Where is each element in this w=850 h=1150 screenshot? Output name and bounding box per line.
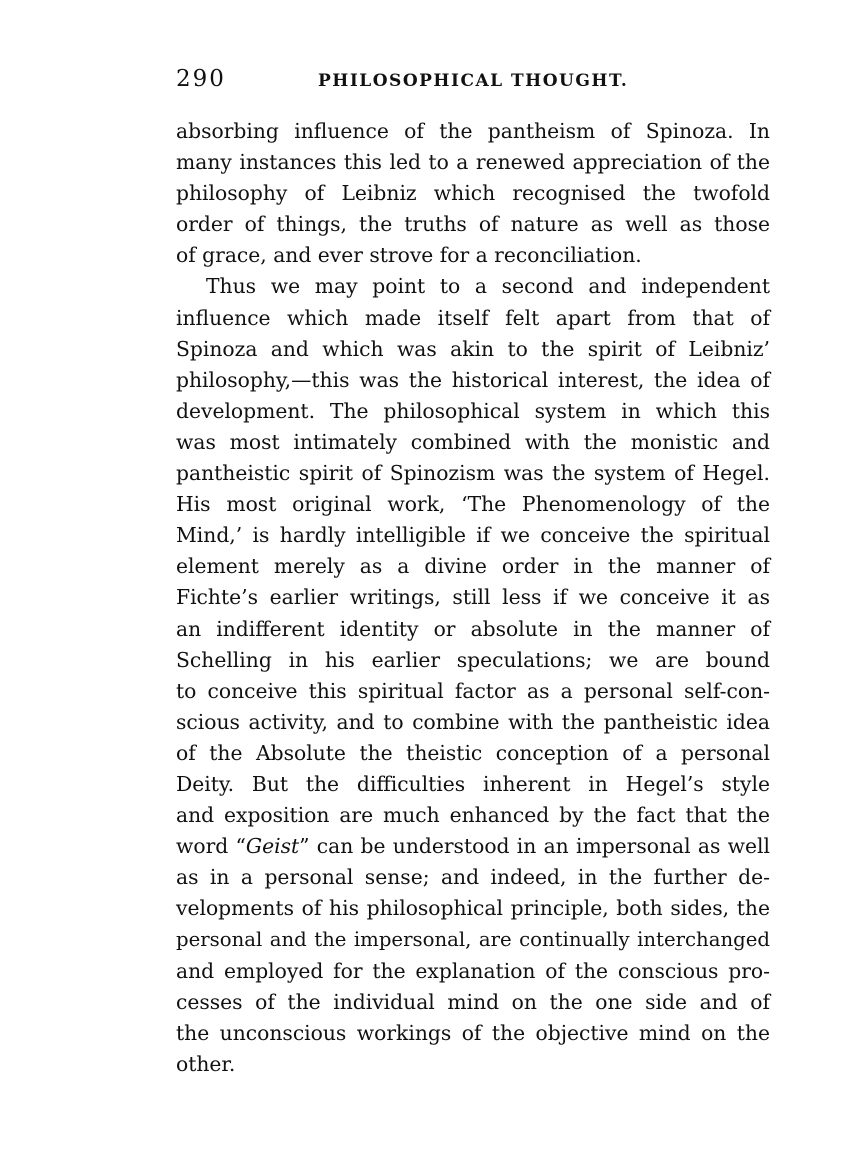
text-line: and employed for the explanation of the conscious pro- <box>176 958 770 983</box>
running-head <box>174 66 774 96</box>
text-line: was most intimately combined with the monistic and <box>176 429 770 454</box>
text-line: Schelling in his earlier speculations; we are bound <box>176 647 770 672</box>
text-line: Fichte’s earlier writings, still less if we conceive it as <box>176 585 770 610</box>
text-line: philosophy,—this was the historical interest, the idea of <box>176 367 770 392</box>
text-line: other. <box>176 1051 236 1076</box>
text-line: of the Absolute the theistic conception of a personal <box>176 740 770 765</box>
text-line: scious activity, and to combine with the pantheistic idea <box>176 709 770 734</box>
text-line: influence which made itself felt apart from that of <box>176 305 770 330</box>
text-line: the unconscious workings of the objective mind on the <box>176 1020 770 1045</box>
running-title: PHILOSOPHICAL THOUGHT. <box>318 71 629 91</box>
text-line: order of things, the truths of nature as well as those <box>176 212 770 237</box>
text-line: personal and the impersonal, are continually interchanged <box>176 928 770 952</box>
text-segment: word “ <box>176 834 246 859</box>
text-line: Deity. But the difficulties inherent in Hegel’s style <box>176 771 770 796</box>
page-number: 290 <box>176 66 226 92</box>
text-line: Mind,’ is hardly intelligible if we conceive the spiritual <box>176 523 770 548</box>
text-line: pantheistic spirit of Spinozism was the system of Hegel. <box>176 461 770 486</box>
text-line: element merely as a divine order in the manner of <box>176 554 770 579</box>
text-line: Thus we may point to a second and independent <box>206 274 770 299</box>
text-line-geist <box>176 831 770 862</box>
text-line: His most original work, ‘The Phenomenology of the <box>176 492 770 517</box>
text-line: velopments of his philosophical principle, both sides, the <box>176 896 770 921</box>
text-line: an indifferent identity or absolute in the manner of <box>176 616 770 641</box>
text-line: development. The philosophical system in which this <box>176 398 770 423</box>
text-line: of grace, and ever strove for a reconciliation. <box>176 243 642 268</box>
body-text <box>176 116 770 1080</box>
text-line: many instances this led to a renewed appreciation of the <box>176 150 770 175</box>
text-segment: ” can be understood in an impersonal as well <box>299 834 770 859</box>
text-line: to conceive this spiritual factor as a personal self-con- <box>176 678 770 703</box>
text-line: absorbing influence of the pantheism of Spinoza. In <box>176 119 770 143</box>
text-line: cesses of the individual mind on the one side and of <box>176 989 770 1014</box>
text-line: philosophy of Leibniz which recognised the twofold <box>176 181 770 206</box>
italic-word-geist: Geist <box>245 834 300 859</box>
text-line: Spinoza and which was akin to the spirit of Leibniz’ <box>176 336 770 361</box>
text-line: and exposition are much enhanced by the fact that the <box>176 803 770 828</box>
text-line: as in a personal sense; and indeed, in the further de- <box>176 865 770 890</box>
